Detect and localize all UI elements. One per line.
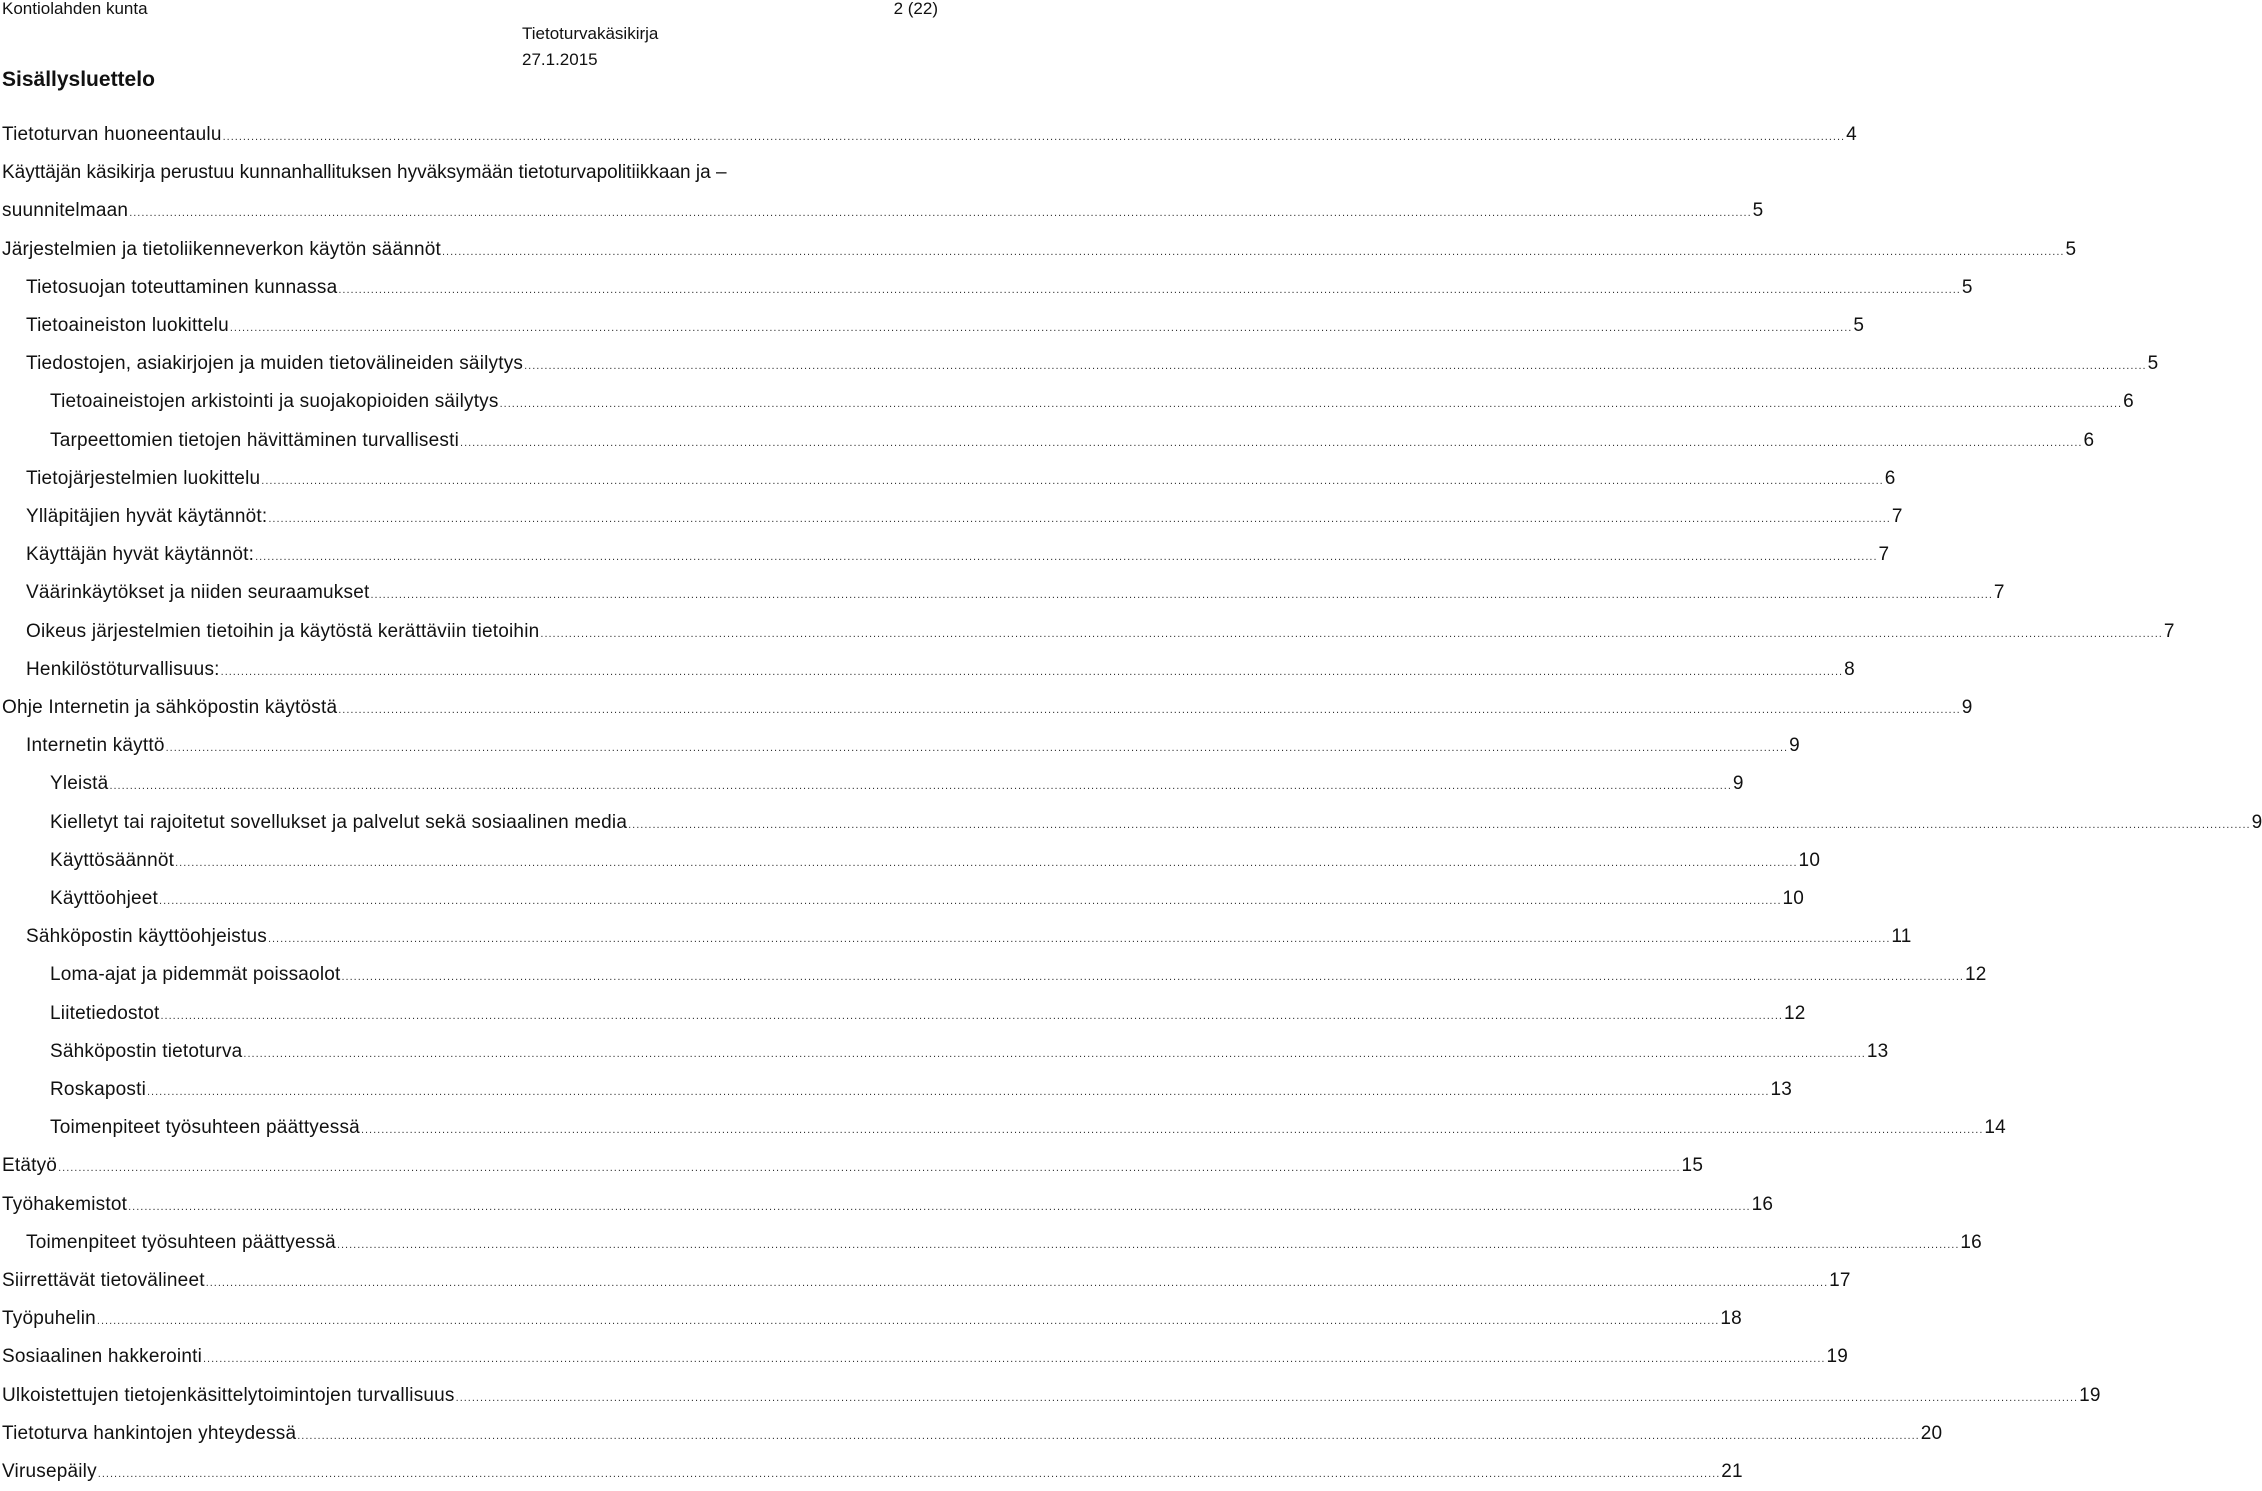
toc-entry[interactable] xyxy=(0,233,2077,267)
toc-entry-page: 20 xyxy=(1920,1422,1943,1444)
toc-entry-line xyxy=(50,997,1806,1031)
toc-entry-label[interactable]: Tarpeettomien tietojen hävittäminen turvallisesti xyxy=(50,429,460,451)
organization-name: Kontiolahden kunta xyxy=(2,0,148,18)
dot-leader: ................................................................................................................................................................................................................................................................................................................................................................................................................ xyxy=(97,1468,1721,1480)
toc-entry-line xyxy=(50,806,2262,840)
toc-entry[interactable] xyxy=(0,958,1987,992)
toc-entry-line xyxy=(26,920,1912,954)
dot-leader: ................................................................................................................................................................................................................................................................................................................................................................................................................ xyxy=(455,1391,2079,1404)
toc-entry-label[interactable]: Käyttöohjeet xyxy=(50,888,159,909)
toc-entry[interactable] xyxy=(0,424,2095,458)
toc-entry-page: 6 xyxy=(1884,467,1896,489)
toc-entry-label[interactable]: Internetin käyttö xyxy=(26,735,165,757)
toc-entry-label[interactable]: Käyttäjän hyvät käytännöt: xyxy=(26,544,255,566)
toc-entry-line xyxy=(26,1226,1982,1260)
toc-entry-label[interactable]: Siirrettävät tietovälineet xyxy=(2,1270,205,1291)
toc-entry-line xyxy=(2,233,2077,267)
toc-entry-page: 4 xyxy=(1846,124,1857,145)
toc-entry-label[interactable]: Liitetiedostot xyxy=(50,1002,160,1024)
toc-entry-label[interactable]: Tietoturva hankintojen yhteydessä xyxy=(2,1422,297,1444)
toc-entry-page: 9 xyxy=(2251,811,2262,833)
toc-entry-page: 19 xyxy=(1826,1346,1849,1368)
toc-entry-page: 6 xyxy=(2123,391,2134,413)
toc-entry-line xyxy=(2,1264,1851,1298)
toc-entry-label[interactable]: Ylläpitäjien hyvät käytännöt: xyxy=(26,506,268,527)
toc-entry-page: 7 xyxy=(1993,582,2005,604)
dot-leader: ................................................................................................................................................................................................................................................................................................................................................................................................................ xyxy=(205,1277,1829,1289)
dot-leader: ................................................................................................................................................................................................................................................................................................................................................................................................................ xyxy=(220,665,1844,678)
toc-entry-label[interactable]: Kielletyt tai rajoitetut sovellukset ja palvelut sekä sosiaalinen media xyxy=(50,811,628,833)
toc-entry-line xyxy=(26,309,1865,343)
toc-entry[interactable] xyxy=(0,1379,2101,1413)
toc-entry[interactable] xyxy=(0,882,1805,916)
toc-entry-page: 11 xyxy=(1891,926,1912,948)
toc-entry-label[interactable]: Toimenpiteet työsuhteen päättyessä xyxy=(26,1231,336,1253)
toc-entry-label[interactable]: Tietosuojan toteuttaminen kunnassa xyxy=(26,276,338,298)
toc-title: Sisällysluettelo xyxy=(2,68,155,91)
toc-entry-page: 21 xyxy=(1721,1461,1743,1482)
toc-entry-label[interactable]: Oikeus järjestelmien tietoihin ja käytöstä kerättäviin tietoihin xyxy=(26,620,540,642)
toc-entry[interactable] xyxy=(0,1035,1889,1069)
dot-leader: ................................................................................................................................................................................................................................................................................................................................................................................................................ xyxy=(160,1009,1783,1022)
toc-entry[interactable] xyxy=(0,844,1821,878)
toc-entry-page: 16 xyxy=(1751,1193,1774,1215)
toc-entry[interactable] xyxy=(0,729,1800,763)
toc-entry[interactable] xyxy=(0,997,1806,1031)
toc-entry-page: 5 xyxy=(2147,353,2159,375)
dot-leader: ................................................................................................................................................................................................................................................................................................................................................................................................................ xyxy=(338,704,1961,716)
toc-entry-line xyxy=(2,1417,1943,1451)
toc-entry-line xyxy=(26,653,1855,687)
toc-entry[interactable] xyxy=(0,767,1744,801)
dot-leader: ................................................................................................................................................................................................................................................................................................................................................................................................................ xyxy=(297,1429,1920,1442)
toc-entry-label[interactable]: Työhakemistot xyxy=(2,1193,128,1215)
toc-entry[interactable] xyxy=(0,615,2175,649)
dot-leader: ................................................................................................................................................................................................................................................................................................................................................................................................................ xyxy=(109,780,1732,793)
toc-entry-line xyxy=(2,691,1973,725)
dot-leader: ................................................................................................................................................................................................................................................................................................................................................................................................................ xyxy=(261,474,1884,487)
toc-entry-page: 9 xyxy=(1732,773,1744,795)
dot-leader: ................................................................................................................................................................................................................................................................................................................................................................................................................ xyxy=(203,1353,1826,1366)
toc-entry-label[interactable]: suunnitelmaan xyxy=(2,200,129,222)
dot-leader: ................................................................................................................................................................................................................................................................................................................................................................................................................ xyxy=(628,818,2251,831)
toc-entry-page: 7 xyxy=(1878,544,1890,566)
toc-entry-label[interactable]: Ohje Internetin ja sähköpostin käytöstä xyxy=(2,697,338,718)
dot-leader: ................................................................................................................................................................................................................................................................................................................................................................................................................ xyxy=(499,398,2123,411)
toc-entry-label[interactable]: Yleistä xyxy=(50,773,109,795)
toc-entry[interactable] xyxy=(0,1417,1943,1451)
toc-entry-page: 10 xyxy=(1798,849,1821,871)
toc-entry[interactable] xyxy=(0,538,1890,572)
toc-entry-page: 19 xyxy=(2079,1384,2101,1406)
toc-entry-line xyxy=(2,1379,2101,1413)
toc-entry-label[interactable]: Sähköpostin tietoturva xyxy=(50,1040,243,1062)
toc-entry-label[interactable]: Henkilöstöturvallisuus: xyxy=(26,658,220,680)
toc-entry-line xyxy=(2,1340,1849,1374)
toc-entry[interactable] xyxy=(0,920,1912,954)
dot-leader: ................................................................................................................................................................................................................................................................................................................................................................................................................ xyxy=(159,895,1782,907)
toc-entry-page: 5 xyxy=(1961,276,1973,298)
toc-entry-page: 7 xyxy=(2163,620,2175,642)
dot-leader: ................................................................................................................................................................................................................................................................................................................................................................................................................ xyxy=(360,1124,1984,1137)
toc-entry-page: 8 xyxy=(1844,658,1855,680)
toc-entry[interactable] xyxy=(0,118,1857,152)
toc-entry-page: 13 xyxy=(1770,1079,1793,1100)
toc-entry-line xyxy=(2,1188,1774,1222)
toc-entry-page: 6 xyxy=(2083,429,2095,451)
dot-leader: ................................................................................................................................................................................................................................................................................................................................................................................................................ xyxy=(268,513,1891,525)
toc-entry[interactable] xyxy=(0,1073,1793,1107)
toc-entry-line xyxy=(50,767,1744,801)
toc-entry-page: 16 xyxy=(1960,1231,1982,1253)
document-title: Tietoturvakäsikirja xyxy=(522,24,659,43)
toc-entry-page: 14 xyxy=(1984,1117,2006,1139)
toc-entry-page: 12 xyxy=(1964,964,1987,986)
dot-leader: ................................................................................................................................................................................................................................................................................................................................................................................................................ xyxy=(336,1238,1960,1251)
toc-entry-label[interactable]: Ulkoistettujen tietojenkäsittelytoimintojen turvallisuus xyxy=(2,1384,455,1406)
toc-entry-line xyxy=(2,1149,1704,1183)
dot-leader: ................................................................................................................................................................................................................................................................................................................................................................................................................ xyxy=(442,245,2065,258)
toc-entry-line xyxy=(26,462,1896,496)
dot-leader: ................................................................................................................................................................................................................................................................................................................................................................................................................ xyxy=(147,1086,1770,1098)
toc-entry-page: 17 xyxy=(1829,1270,1851,1291)
dot-leader: ................................................................................................................................................................................................................................................................................................................................................................................................................ xyxy=(229,322,1853,334)
dot-leader: ................................................................................................................................................................................................................................................................................................................................................................................................................ xyxy=(96,1315,1720,1328)
toc-entry-page: 5 xyxy=(1752,200,1764,222)
toc-entry[interactable] xyxy=(0,1340,1849,1374)
toc-entry[interactable] xyxy=(0,653,1855,687)
dot-leader: ................................................................................................................................................................................................................................................................................................................................................................................................................ xyxy=(341,971,1964,984)
toc-entry-label[interactable]: Väärinkäytökset ja niiden seuraamukset xyxy=(26,582,370,604)
toc-entry-label[interactable]: Tiedostojen, asiakirjojen ja muiden tietovälineiden säilytys xyxy=(26,353,524,375)
toc-entry-line xyxy=(50,958,1987,992)
toc-entry-label[interactable]: Tietojärjestelmien luokittelu xyxy=(26,467,261,489)
toc-entry-page: 7 xyxy=(1891,506,1903,527)
toc-entry[interactable] xyxy=(0,462,1896,496)
toc-entry-label[interactable]: Loma-ajat ja pidemmät poissaolot xyxy=(50,964,341,986)
toc-entry-page: 5 xyxy=(1853,315,1865,336)
toc-entry[interactable] xyxy=(0,691,1973,725)
toc-entry[interactable] xyxy=(0,385,2134,419)
dot-leader: ................................................................................................................................................................................................................................................................................................................................................................................................................ xyxy=(255,551,1878,564)
toc-entry[interactable] xyxy=(0,347,2159,381)
toc-entry-line xyxy=(26,500,1903,534)
dot-leader: ................................................................................................................................................................................................................................................................................................................................................................................................................ xyxy=(267,933,1891,946)
dot-leader: ................................................................................................................................................................................................................................................................................................................................................................................................................ xyxy=(128,1200,1751,1213)
toc-entry[interactable] xyxy=(0,1226,1982,1260)
toc-entry[interactable] xyxy=(0,1302,1742,1336)
dot-leader: ................................................................................................................................................................................................................................................................................................................................................................................................................ xyxy=(524,360,2147,373)
toc-entry-label[interactable]: Käyttäjän käsikirja perustuu kunnanhallituksen hyväksymään tietoturvapolitiikkaan ja – xyxy=(2,162,727,184)
toc-entry-line xyxy=(50,1035,1889,1069)
toc-entry-page: 9 xyxy=(1789,735,1800,757)
toc-entry-label[interactable]: Roskaposti xyxy=(50,1079,146,1100)
toc-entry-label[interactable]: Toimenpiteet työsuhteen päättyessä xyxy=(50,1117,360,1139)
toc-entry[interactable] xyxy=(0,1264,1851,1298)
toc-entry-line xyxy=(50,424,2095,458)
dot-leader: ................................................................................................................................................................................................................................................................................................................................................................................................................ xyxy=(540,627,2163,640)
toc-entry-line xyxy=(26,576,2005,610)
toc-entry[interactable] xyxy=(0,500,1903,534)
toc-entry[interactable] xyxy=(0,1455,1743,1489)
toc-entry[interactable] xyxy=(0,271,1973,305)
toc-entry[interactable] xyxy=(0,1188,1774,1222)
dot-leader: ................................................................................................................................................................................................................................................................................................................................................................................................................ xyxy=(165,742,1789,755)
document-header xyxy=(522,21,658,73)
toc-entry-label[interactable]: Työpuhelin xyxy=(2,1308,96,1330)
dot-leader: ................................................................................................................................................................................................................................................................................................................................................................................................................ xyxy=(222,131,1846,143)
toc-entry-line xyxy=(50,1111,2006,1145)
dot-leader: ................................................................................................................................................................................................................................................................................................................................................................................................................ xyxy=(129,207,1752,220)
toc-entry-line xyxy=(50,844,1821,878)
dot-leader: ................................................................................................................................................................................................................................................................................................................................................................................................................ xyxy=(460,436,2083,449)
toc-entry[interactable] xyxy=(0,806,2262,840)
toc-entry-page: 15 xyxy=(1681,1155,1704,1177)
toc-entry-line xyxy=(2,118,1857,152)
toc-entry-label[interactable]: Etätyö xyxy=(2,1155,58,1177)
page-number: 2 (22) xyxy=(893,0,938,18)
toc-entry-page: 10 xyxy=(1782,888,1805,909)
toc-entry-line xyxy=(50,385,2134,419)
toc-entry-label[interactable]: Järjestelmien ja tietoliikenneverkon käytön säännöt xyxy=(2,238,441,260)
toc-entry-line xyxy=(50,1073,1793,1107)
toc-entry-line xyxy=(26,347,2159,381)
toc-entry-line xyxy=(2,194,1764,228)
toc-entry-line xyxy=(26,271,1973,305)
toc-entry-page: 9 xyxy=(1961,697,1973,718)
dot-leader: ................................................................................................................................................................................................................................................................................................................................................................................................................ xyxy=(243,1047,1866,1060)
toc-entry-line xyxy=(2,1302,1742,1336)
toc-entry-line xyxy=(26,729,1800,763)
document-date: 27.1.2015 xyxy=(522,50,598,69)
dot-leader: ................................................................................................................................................................................................................................................................................................................................................................................................................ xyxy=(175,856,1798,869)
toc-entry-line xyxy=(26,615,2175,649)
toc-entry[interactable] xyxy=(0,1149,1704,1183)
toc-entry-page: 5 xyxy=(2065,238,2077,260)
toc-entry-label[interactable]: Virusepäily xyxy=(2,1461,97,1482)
toc-entry-page: 18 xyxy=(1720,1308,1742,1330)
dot-leader: ................................................................................................................................................................................................................................................................................................................................................................................................................ xyxy=(370,589,1993,602)
toc-entry[interactable] xyxy=(0,576,2005,610)
toc-entry-label[interactable]: Sosiaalinen hakkerointi xyxy=(2,1346,202,1368)
toc-entry-label[interactable]: Tietoturvan huoneentaulu xyxy=(2,124,222,145)
toc-entry[interactable] xyxy=(0,309,1865,343)
toc-entry-label[interactable]: Tietoaineistojen arkistointi ja suojakopioiden säilytys xyxy=(50,391,499,413)
toc-entry-page: 13 xyxy=(1866,1040,1889,1062)
dot-leader: ................................................................................................................................................................................................................................................................................................................................................................................................................ xyxy=(58,1162,1681,1175)
toc-entry-line xyxy=(50,882,1805,916)
toc-entry[interactable] xyxy=(0,1111,2006,1145)
toc-entry-label[interactable]: Käyttösäännöt xyxy=(50,849,175,871)
toc-entry-page: 12 xyxy=(1783,1002,1806,1024)
toc-entry-label[interactable]: Tietoaineiston luokittelu xyxy=(26,315,229,336)
dot-leader: ................................................................................................................................................................................................................................................................................................................................................................................................................ xyxy=(338,283,1961,296)
toc-entry-line xyxy=(2,1455,1743,1489)
toc-entry-line xyxy=(26,538,1890,572)
toc-entry[interactable] xyxy=(0,194,1764,228)
toc-entry-label[interactable]: Sähköpostin käyttöohjeistus xyxy=(26,926,267,948)
